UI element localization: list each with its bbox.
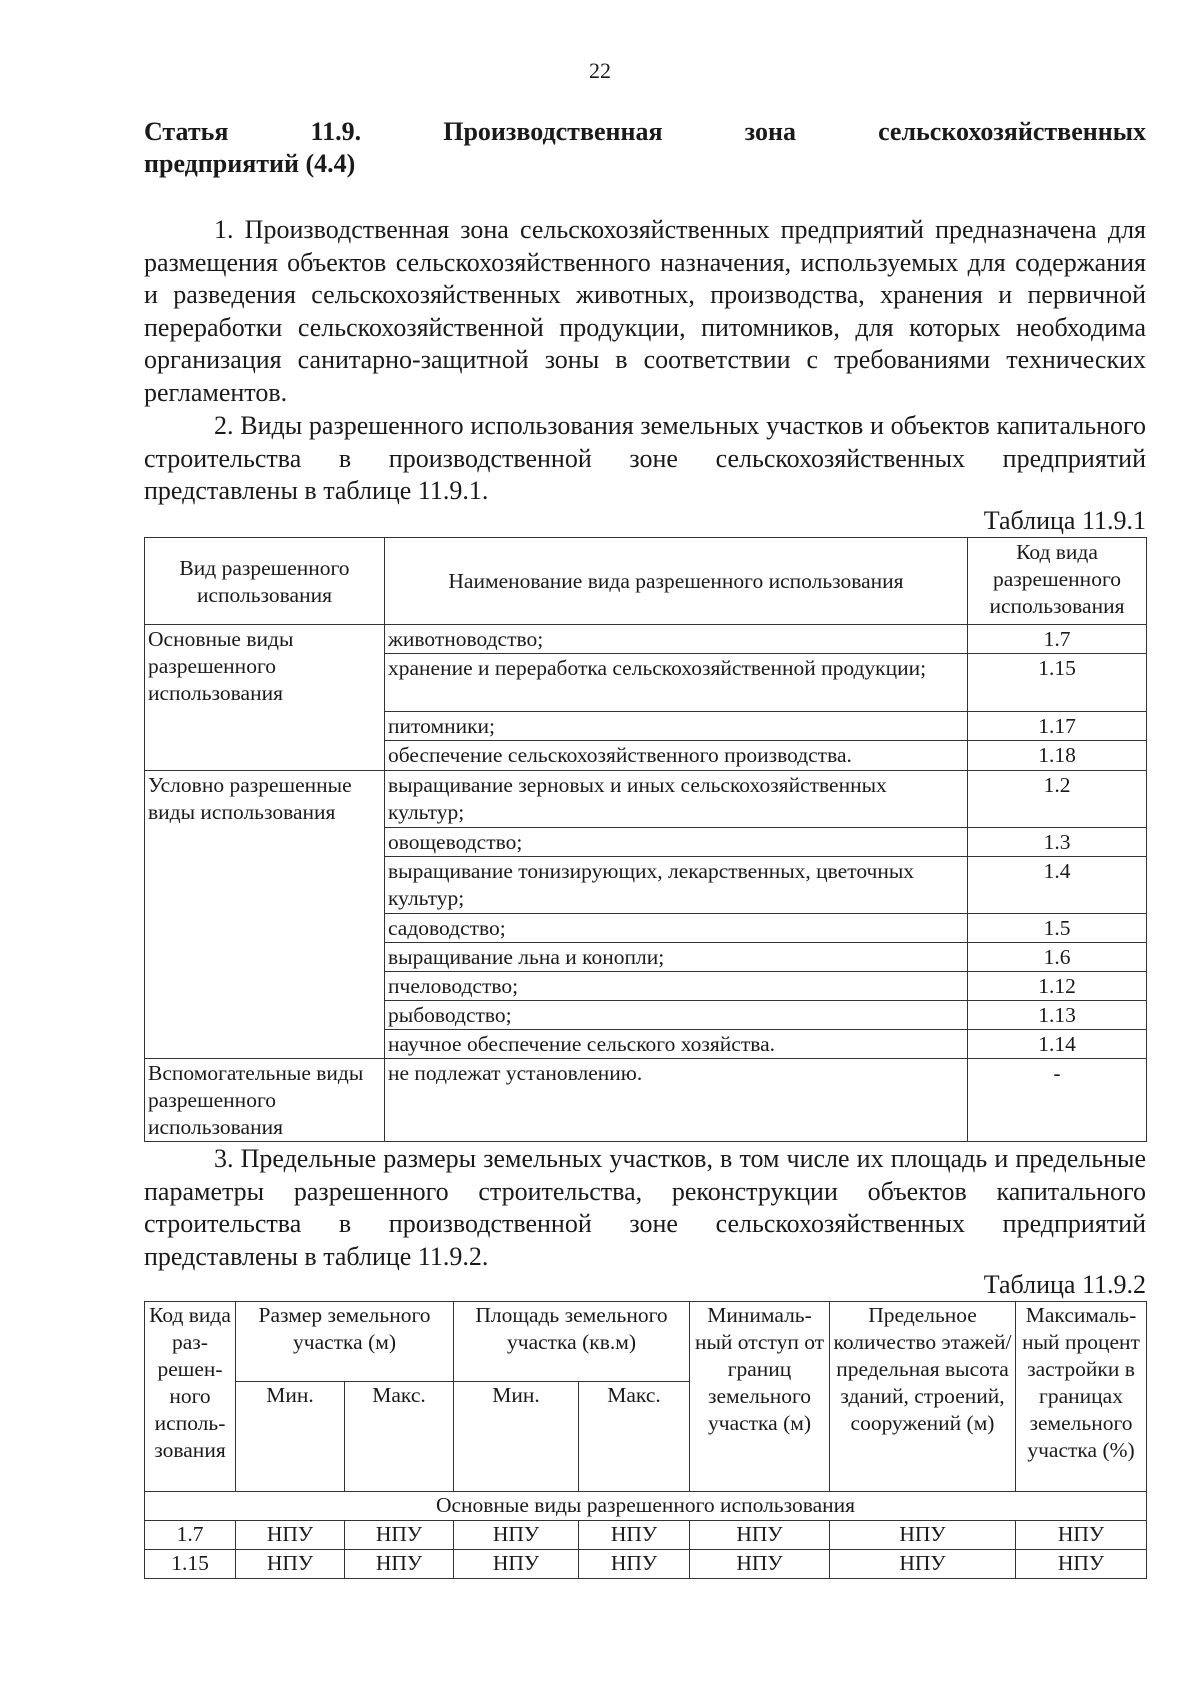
cell-value: НПУ	[454, 1521, 579, 1550]
use-code: 1.7	[968, 625, 1147, 654]
paragraph-1: 1. Производственная зона сельскохозяйственных предприятий предназначена для размещения объектов сельскохозяйственного назначения, используемых для содержания и разведения сельскохозяйственных животных, производства, хранения и первичной переработки сельскохозяйственной продукции, питомников, для которых необходима организация санитарно-защитной зоны в соответствии с требованиями технических регламентов.	[144, 215, 1146, 407]
table2-header-size-min: Мин.	[236, 1382, 345, 1492]
table1-caption: Таблица 11.9.1	[983, 506, 1146, 535]
table-row	[145, 1521, 1147, 1550]
use-name: не подлежат установлению.	[385, 1059, 968, 1142]
use-name: выращивание льна и конопли;	[385, 943, 968, 972]
use-code: 1.12	[968, 972, 1147, 1001]
use-code: 1.4	[968, 857, 1147, 914]
cell-value: НПУ	[454, 1550, 579, 1579]
use-code: -	[968, 1059, 1147, 1142]
table-row	[145, 1550, 1147, 1579]
table2-section-row	[145, 1492, 1147, 1521]
table2-section-label: Основные виды разрешенного использования	[145, 1492, 1147, 1521]
use-name: выращивание тонизирующих, лекарственных, цветочных культур;	[385, 857, 968, 914]
cell-value: НПУ	[236, 1550, 345, 1579]
cell-value: НПУ	[236, 1521, 345, 1550]
cell-value: НПУ	[830, 1521, 1016, 1550]
use-name: хранение и переработка сельскохозяйственной продукции;	[385, 654, 968, 712]
table2-header-coverage: Максималь-ный процент застройки в границах земельного участка (%)	[1016, 1302, 1147, 1492]
group-label-auxiliary: Вспомогательные виды разрешенного использования	[145, 1059, 385, 1142]
land-parameters-table	[144, 1301, 1147, 1579]
page-number: 22	[589, 58, 611, 83]
use-code: 1.6	[968, 943, 1147, 972]
use-code: 1.18	[968, 741, 1147, 771]
cell-value: НПУ	[345, 1550, 454, 1579]
use-code: 1.2	[968, 771, 1147, 828]
cell-value: НПУ	[690, 1521, 830, 1550]
table2-header-setback: Минималь-ный отступ от границ земельного участка (м)	[690, 1302, 830, 1492]
use-code: 1.13	[968, 1001, 1147, 1030]
table2-header-code: Код вида раз-решен-ного исполь-зования	[145, 1302, 236, 1492]
cell-value: НПУ	[1016, 1521, 1147, 1550]
group-label-main: Основные виды разрешенного использования	[145, 625, 385, 771]
table2-header-area: Площадь земельного участка (кв.м)	[454, 1302, 690, 1382]
table1-header-name: Наименование вида разрешенного использования	[385, 538, 968, 625]
use-code: 1.14	[968, 1030, 1147, 1059]
use-name: рыбоводство;	[385, 1001, 968, 1030]
paragraph-3: 3. Предельные размеры земельных участков, в том числе их площадь и предельные параметры разрешенного строительства, реконструкции объектов капитального строительства в производственной зоне сельскохозяйственных предприятий представлены в таблице 11.9.2.	[144, 1144, 1146, 1271]
land-use-types-table	[144, 537, 1147, 1142]
table-row	[145, 1059, 1147, 1142]
table-row	[145, 771, 1147, 828]
table1-header-code: Код вида разрешенного использования	[968, 538, 1147, 625]
row-code: 1.7	[145, 1521, 236, 1550]
cell-value: НПУ	[830, 1550, 1016, 1579]
paragraph-2: 2. Виды разрешенного использования земельных участков и объектов капитального строительства в производственной зоне сельскохозяйственных предприятий представлены в таблице 11.9.1.	[144, 411, 1146, 505]
table2-header-size: Размер земельного участка (м)	[236, 1302, 454, 1382]
table2-header-floors: Предельное количество этажей/ предельная высота зданий, строений, сооружений (м)	[830, 1302, 1016, 1492]
table2-header-row	[145, 1302, 1147, 1382]
use-code: 1.3	[968, 828, 1147, 857]
article-heading-line1: Статья 11.9. Производственная зона сельскохозяйственных	[144, 117, 1146, 146]
cell-value: НПУ	[579, 1521, 690, 1550]
use-name: животноводство;	[385, 625, 968, 654]
group-label-conditional: Условно разрешенные виды использования	[145, 771, 385, 1059]
table2-header-area-max: Макс.	[579, 1382, 690, 1492]
article-heading	[144, 116, 1146, 180]
use-name: садоводство;	[385, 914, 968, 943]
article-heading-line2: предприятий (4.4)	[144, 149, 356, 178]
table2-caption: Таблица 11.9.2	[983, 1270, 1146, 1299]
table1-header-row	[145, 538, 1147, 625]
table2-header-size-max: Макс.	[345, 1382, 454, 1492]
use-name: овощеводство;	[385, 828, 968, 857]
table1-header-type: Вид разрешенного использования	[145, 538, 385, 625]
use-name: научное обеспечение сельского хозяйства.	[385, 1030, 968, 1059]
cell-value: НПУ	[690, 1550, 830, 1579]
cell-value: НПУ	[579, 1550, 690, 1579]
cell-value: НПУ	[345, 1521, 454, 1550]
table2-header-area-min: Мин.	[454, 1382, 579, 1492]
use-code: 1.5	[968, 914, 1147, 943]
use-code: 1.17	[968, 712, 1147, 741]
use-code: 1.15	[968, 654, 1147, 712]
row-code: 1.15	[145, 1550, 236, 1579]
use-name: обеспечение сельскохозяйственного производства.	[385, 741, 968, 771]
cell-value: НПУ	[1016, 1550, 1147, 1579]
table-row	[145, 625, 1147, 654]
use-name: пчеловодство;	[385, 972, 968, 1001]
use-name: питомники;	[385, 712, 968, 741]
use-name: выращивание зерновых и иных сельскохозяйственных культур;	[385, 771, 968, 828]
